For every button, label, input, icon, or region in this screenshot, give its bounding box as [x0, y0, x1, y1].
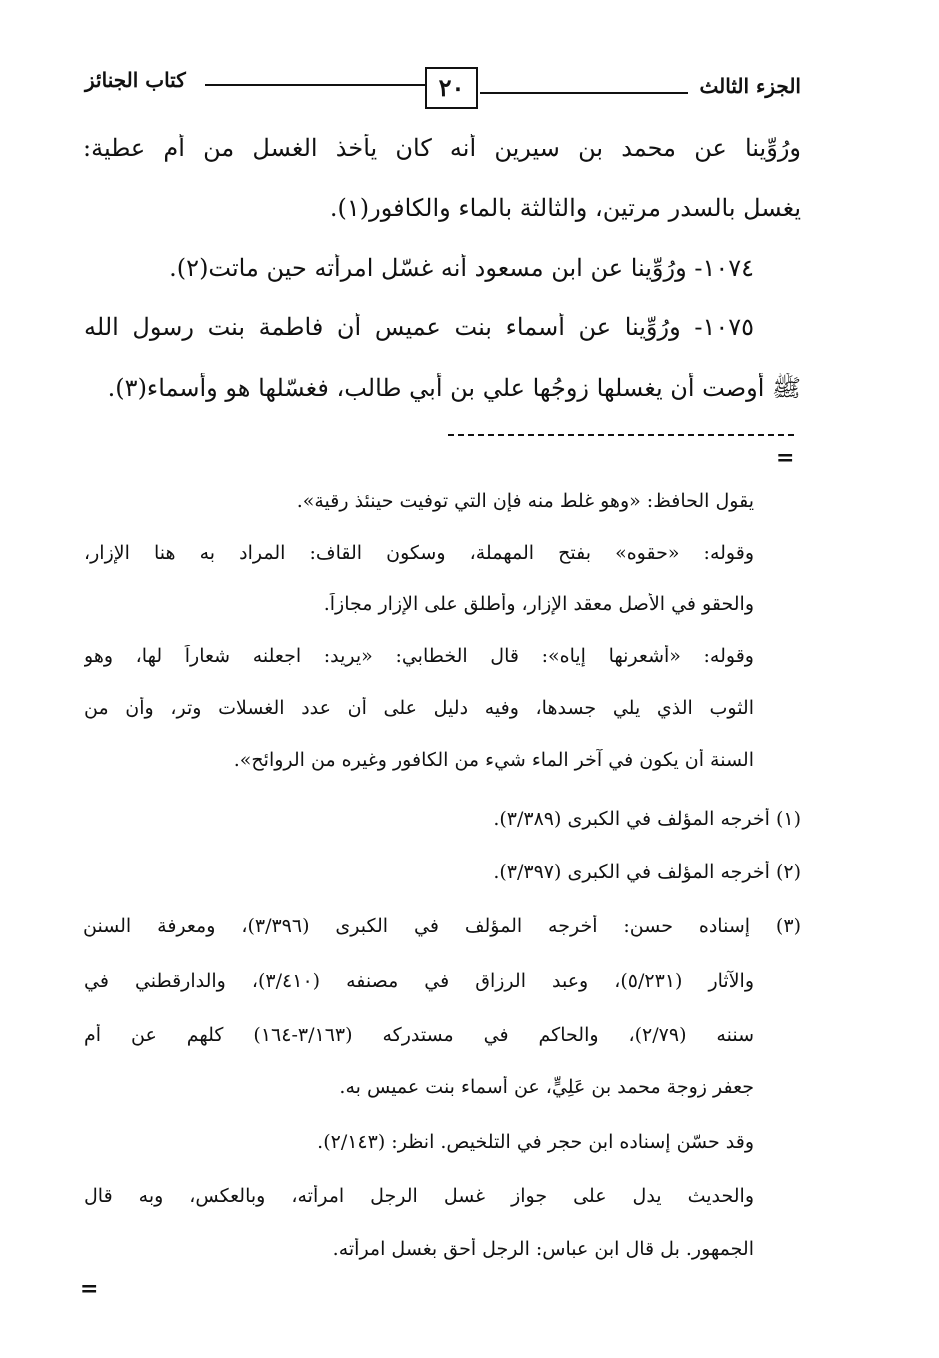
- separator-mark: =: [776, 445, 795, 471]
- footnote-line-7: (١) أخرجه المؤلف في الكبرى (٣/٣٨٩).: [493, 808, 801, 830]
- volume-title: الجزء الثالث: [699, 74, 801, 98]
- main-line-4: ١٠٧٥- ورُوِّينا عن أسماء بنت عميس أن فاطمة بنت رسول الله: [84, 313, 754, 341]
- continuation-mark: =: [80, 1276, 99, 1302]
- footnote-line-13: وقد حسّن إسناده ابن حجر في التلخيص. انظر: (٢/١٤٣).: [317, 1131, 754, 1153]
- footnote-line-10: والآثار (٥/٢٣١)، وعبد الرزاق في مصنفه (٣/٤١٠)، والدارقطني في: [84, 970, 754, 992]
- footnote-line-11: سننه (٢/٧٩)، والحاكم في مستدركه (٣/١٦٣-١٦٤) كلهم عن أم: [84, 1024, 754, 1046]
- book-title: كتاب الجنائز: [85, 68, 186, 92]
- footnote-separator: [448, 434, 794, 436]
- main-line-2: يغسل بالسدر مرتين، والثالثة بالماء والكافور(١).: [329, 194, 801, 222]
- footnote-line-5: الثوب الذي يلي جسدها، وفيه دليل على أن عدد الغسلات وتر، وأن من: [84, 697, 754, 719]
- footnote-line-3: والحقو في الأصل معقد الإزار، وأطلق على الإزار مجازاً.: [323, 593, 754, 615]
- header-rule-left: [205, 84, 425, 86]
- footnote-line-14: والحديث يدل على جواز غسل الرجل امرأته، وبالعكس، وبه قال: [84, 1185, 754, 1207]
- footnote-line-4: وقوله: «أشعرنها إياه»: قال الخطابي: «يريد: اجعلنه شعاراً لها، وهو: [84, 645, 754, 667]
- footnote-line-1: يقول الحافظ: «وهو غلط منه فإن التي توفيت حينئذ رقية».: [296, 490, 754, 512]
- header-rule-right: [480, 92, 688, 94]
- footnote-line-12: جعفر زوجة محمد بن عَلِيٍّ، عن أسماء بنت عميس به.: [339, 1076, 754, 1098]
- main-line-1: ورُوِّينا عن محمد بن سيرين أنه كان يأخذ الغسل من أم عطية:: [83, 134, 801, 162]
- main-line-5: ﷺ أوصت أن يغسلها زوجُها علي بن أبي طالب، فغسّلها هو وأسماء(٣).: [107, 374, 801, 402]
- main-line-3: ١٠٧٤- ورُوِّينا عن ابن مسعود أنه غسّل امرأته حين ماتت(٢).: [169, 254, 754, 282]
- page-number: ٢٠: [425, 67, 478, 109]
- footnote-line-6: السنة أن يكون في آخر الماء شيء من الكافور وغيره من الروائح».: [233, 749, 754, 771]
- footnote-line-15: الجمهور. بل قال ابن عباس: الرجل أحق بغسل امرأته.: [332, 1238, 754, 1260]
- footnote-line-2: وقوله: «حقوه» بفتح المهملة، وسكون القاف: المراد به هنا الإزار،: [84, 542, 754, 564]
- footnote-line-9: (٣) إسناده حسن: أخرجه المؤلف في الكبرى (٣/٣٩٦)، ومعرفة السنن: [83, 915, 801, 937]
- footnote-line-8: (٢) أخرجه المؤلف في الكبرى (٣/٣٩٧).: [493, 861, 801, 883]
